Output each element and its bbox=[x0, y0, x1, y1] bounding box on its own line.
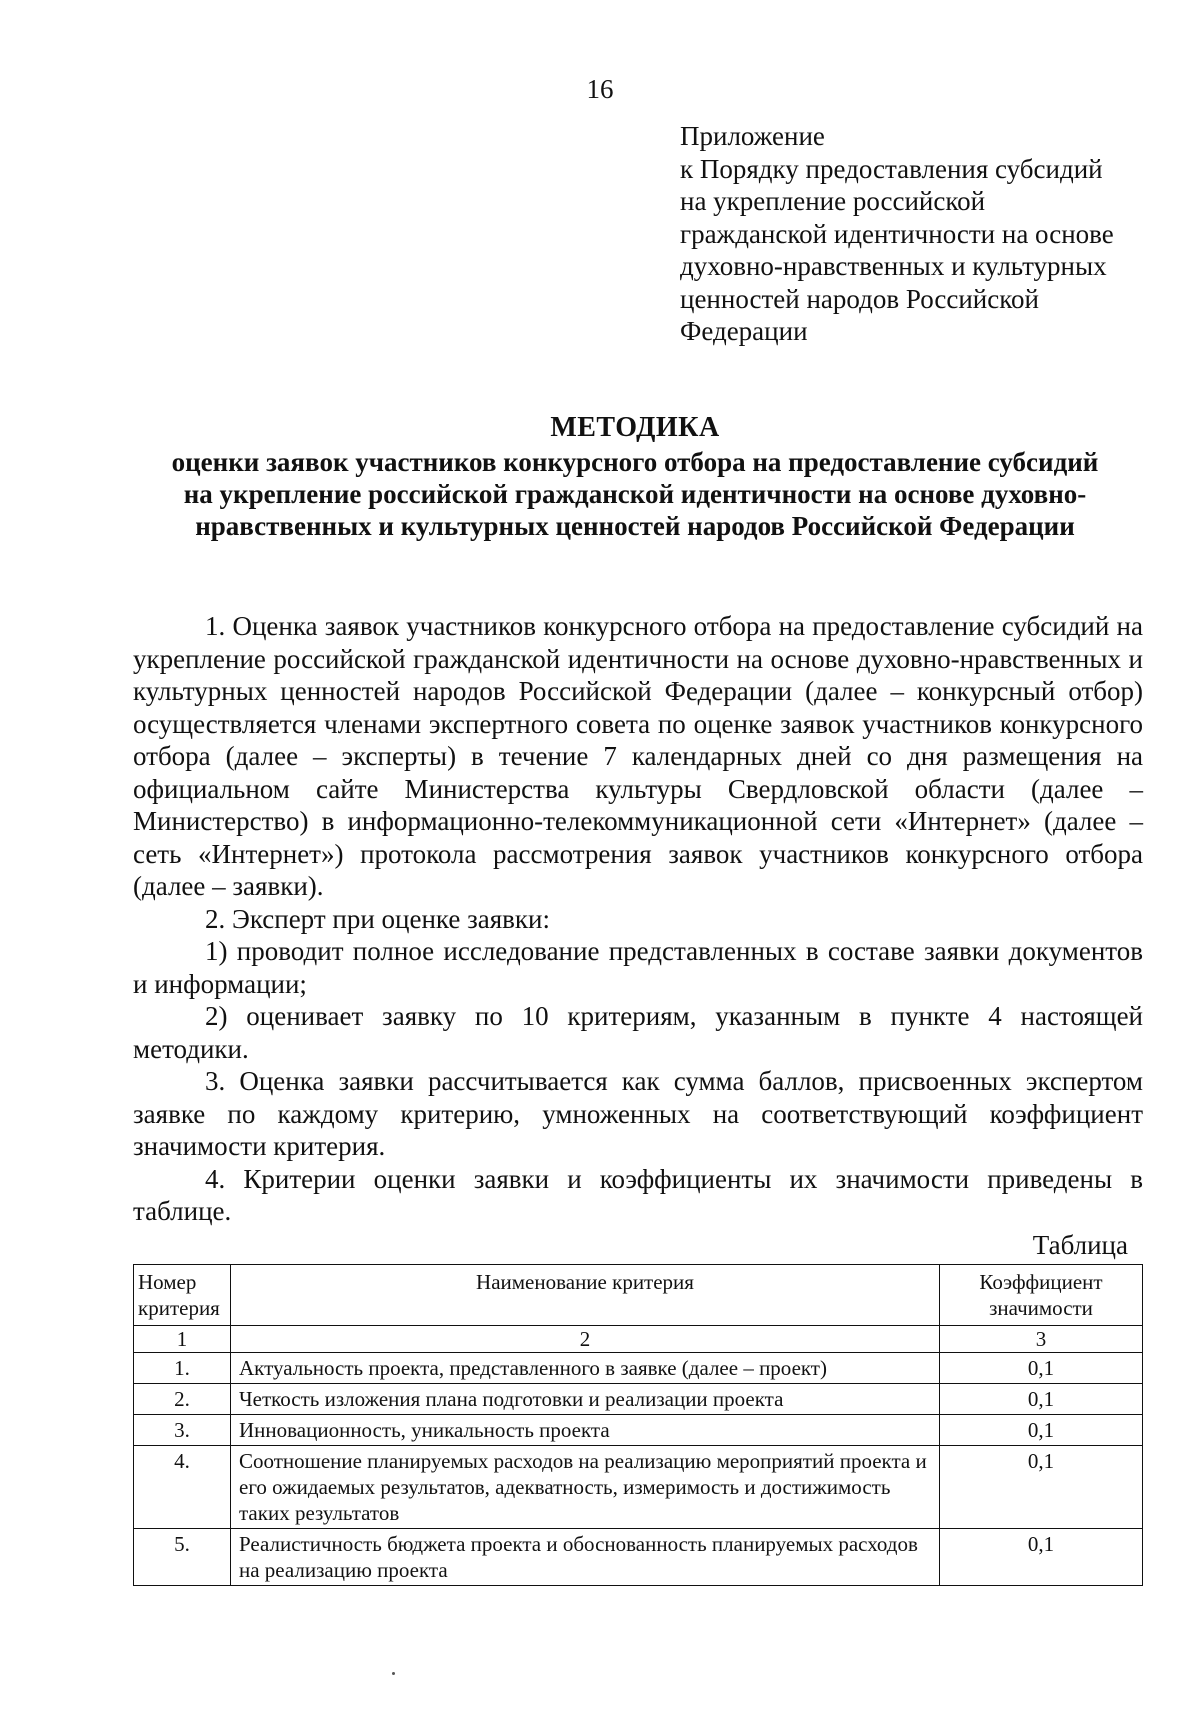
document-title bbox=[120, 412, 1150, 542]
paragraph: 4. Критерии оценки заявки и коэффициенты их значимости приведены в таблице. bbox=[133, 1163, 1143, 1226]
table-row bbox=[134, 1415, 1143, 1446]
row-coefficient: 0,1 bbox=[940, 1384, 1143, 1415]
appendix-line: гражданской идентичности на основе bbox=[680, 218, 1114, 249]
row-criterion: Четкость изложения плана подготовки и реализации проекта bbox=[231, 1384, 940, 1415]
row-number: 4. bbox=[134, 1446, 231, 1529]
row-criterion: Соотношение планируемых расходов на реализацию мероприятий проекта и его ожидаемых результатов, адекватность, измеримость и достижимость таких результатов bbox=[231, 1446, 940, 1529]
row-coefficient: 0,1 bbox=[940, 1529, 1143, 1586]
row-coefficient: 0,1 bbox=[940, 1353, 1143, 1384]
header-coefficient: Коэффициент значимости bbox=[940, 1265, 1143, 1326]
table-header-row bbox=[134, 1265, 1143, 1326]
header-number: Номер критерия bbox=[134, 1265, 231, 1326]
table-row bbox=[134, 1384, 1143, 1415]
appendix-line: Федерации bbox=[680, 316, 808, 346]
appendix-line: духовно-нравственных и культурных bbox=[680, 251, 1107, 281]
table-row bbox=[134, 1353, 1143, 1384]
appendix-note bbox=[680, 120, 1160, 348]
table-row bbox=[134, 1529, 1143, 1586]
row-coefficient: 0,1 bbox=[940, 1446, 1143, 1529]
row-criterion: Инновационность, уникальность проекта bbox=[231, 1415, 940, 1446]
row-coefficient: 0,1 bbox=[940, 1415, 1143, 1446]
appendix-line: на укрепление российской bbox=[680, 186, 986, 216]
row-number: 3. bbox=[134, 1415, 231, 1446]
paragraph: 1. Оценка заявок участников конкурсного отбора на предоставление субсидий на укрепление российской гражданской идентичности на основе духовно-нравственных и культурных ценностей народов Российской Федерации (далее – конкурсный отбор) осуществляется членами экспертного совета по оценке заявок участников конкурсного отбора (далее – эксперты) в течение 7 календарных дней со дня размещения на официальном сайте Министерства культуры Свердловской области (далее – Министерство) в информационно-телекоммуникационной сети «Интернет» (далее – сеть «Интернет») протокола рассмотрения заявок участников конкурсного отбора (далее – заявки). bbox=[133, 611, 1143, 901]
table-caption: Таблица bbox=[1032, 1230, 1128, 1260]
header-name: Наименование критерия bbox=[231, 1265, 940, 1326]
row-number: 1. bbox=[134, 1353, 231, 1384]
title-main: МЕТОДИКА bbox=[550, 412, 720, 443]
row-criterion: Реалистичность бюджета проекта и обоснованность планируемых расходов на реализацию проекта bbox=[231, 1529, 940, 1586]
body-text bbox=[133, 610, 1143, 1228]
title-line: нравственных и культурных ценностей народов Российской Федерации bbox=[195, 511, 1075, 541]
paragraph: 3. Оценка заявки рассчитывается как сумма баллов, присвоенных экспертом заявке по каждому критерию, умноженных на соответствующий коэффициент значимости критерия. bbox=[133, 1066, 1143, 1161]
table-row bbox=[134, 1446, 1143, 1529]
page-number: 16 bbox=[586, 74, 614, 104]
row-number: 5. bbox=[134, 1529, 231, 1586]
index-cell: 2 bbox=[231, 1326, 940, 1353]
row-criterion: Актуальность проекта, представленного в заявке (далее – проект) bbox=[231, 1353, 940, 1384]
criteria-table bbox=[133, 1264, 1143, 1586]
appendix-line: ценностей народов Российской bbox=[680, 283, 1039, 314]
index-cell: 1 bbox=[134, 1326, 231, 1353]
title-line: на укрепление российской гражданской идентичности на основе духовно- bbox=[183, 479, 1087, 509]
paragraph: 1) проводит полное исследование представленных в составе заявки документов и информации; bbox=[133, 936, 1143, 999]
row-number: 2. bbox=[134, 1384, 231, 1415]
table-index-row bbox=[134, 1326, 1143, 1353]
appendix-line: Приложение bbox=[680, 121, 825, 151]
scan-dot bbox=[392, 1672, 395, 1675]
index-cell: 3 bbox=[940, 1326, 1143, 1353]
title-line: оценки заявок участников конкурсного отбора на предоставление субсидий bbox=[171, 447, 1099, 477]
paragraph: 2. Эксперт при оценке заявки: bbox=[205, 903, 550, 934]
appendix-line: к Порядку предоставления субсидий bbox=[680, 153, 1103, 184]
paragraph: 2) оценивает заявку по 10 критериям, указанным в пункте 4 настоящей методики. bbox=[133, 1001, 1143, 1064]
